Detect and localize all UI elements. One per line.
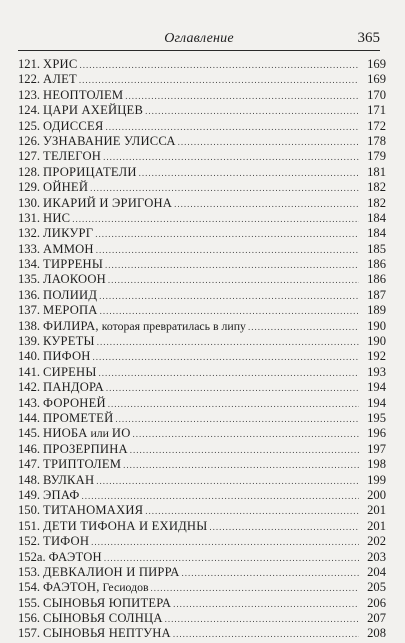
entry-number: 154. — [18, 580, 41, 595]
entry-title — [43, 165, 137, 180]
toc-entry — [18, 503, 361, 518]
entry-page-number: 195 — [367, 410, 386, 425]
entry-page-number: 201 — [367, 518, 386, 533]
entry-title-text: ОДИССЕЯ — [43, 118, 104, 133]
dot-leader — [178, 135, 359, 150]
entry-page-number: 204 — [367, 564, 386, 579]
entry-number: 141. — [18, 364, 41, 379]
entry-title-text: ДЕТИ ТИФОНА И ЕХИДНЫ — [43, 518, 208, 533]
dot-leader — [90, 181, 359, 196]
entry-title — [43, 272, 106, 287]
entry-page-number: 187 — [367, 287, 386, 302]
dot-leader — [95, 227, 359, 242]
entry-page-number: 185 — [367, 241, 386, 256]
dot-leader — [72, 212, 359, 227]
dot-leader — [123, 458, 359, 473]
entry-title — [43, 580, 149, 595]
entry-page-number: 190 — [367, 318, 386, 333]
toc-entry — [18, 196, 361, 211]
dot-leader — [99, 289, 359, 304]
entry-page-number: 199 — [367, 472, 386, 487]
toc-entry — [18, 442, 361, 457]
entry-page-number: 203 — [367, 549, 386, 564]
dot-leader — [91, 535, 359, 550]
entry-title-text: ПРОЗЕРПИНА — [43, 441, 128, 456]
entry-page-number: 181 — [367, 164, 386, 179]
entry-title-text: ЛИКУРГ — [43, 226, 94, 241]
entry-title — [43, 103, 143, 118]
entry-title-text: ХРИС — [43, 57, 78, 71]
entry-number: 133. — [18, 241, 41, 256]
toc-entry — [18, 149, 361, 164]
toc-entry — [18, 473, 361, 488]
entry-title — [43, 473, 94, 488]
dot-leader — [93, 350, 359, 365]
entry-title-text: ТИФОН — [43, 534, 90, 549]
toc-entry — [18, 119, 361, 134]
entry-title — [43, 226, 93, 241]
entry-number: 128. — [18, 164, 41, 179]
entry-page-number: 189 — [367, 303, 386, 318]
toc-entry — [18, 550, 361, 565]
entry-page-number: 170 — [367, 87, 386, 102]
toc-entry — [18, 519, 361, 534]
entry-page-number: 186 — [367, 272, 386, 287]
entry-title — [49, 550, 102, 565]
entry-title-text: ПРОМЕТЕЙ — [43, 410, 114, 425]
entry-number: 129. — [18, 180, 41, 195]
entry-page-number: 169 — [367, 57, 386, 71]
toc-entry — [18, 72, 361, 87]
toc-entry — [18, 334, 361, 349]
entry-number: 146. — [18, 441, 41, 456]
entry-title-text: НИОБА — [43, 426, 88, 441]
dot-leader — [125, 89, 359, 104]
entry-title-text: НИС — [43, 210, 71, 225]
toc-entry — [18, 57, 361, 72]
entry-number: 135. — [18, 272, 41, 287]
entry-subtitle-text: или — [87, 426, 112, 441]
entry-number: 138. — [18, 318, 41, 333]
entry-title — [43, 565, 179, 580]
dot-leader — [133, 427, 359, 442]
page-number-column — [356, 57, 386, 642]
entry-number: 142. — [18, 380, 41, 395]
entry-subtitle-text: Гесиодов — [99, 580, 149, 595]
entry-title-text: АММОН — [43, 241, 94, 256]
toc-entry — [18, 426, 361, 441]
entry-page-number: 196 — [367, 426, 386, 441]
entry-title-text: ПОЛИИД — [43, 287, 98, 302]
table-of-contents — [18, 57, 361, 642]
entry-page-number: 186 — [367, 257, 386, 272]
toc-entry — [18, 134, 361, 149]
toc-entry — [18, 303, 361, 318]
toc-entry — [18, 272, 361, 287]
entry-title — [43, 211, 70, 226]
toc-entry — [18, 257, 361, 272]
entry-number: 156. — [18, 611, 41, 626]
entry-page-number: 200 — [367, 487, 386, 502]
entry-subtitle-text: которая превратилась в липу — [98, 318, 246, 333]
entry-page-number: 178 — [367, 133, 386, 148]
entry-number: 136. — [18, 287, 41, 302]
entry-title-text: ФАЭТОН — [48, 549, 102, 564]
dot-leader — [103, 150, 359, 165]
dot-leader — [165, 612, 359, 627]
entry-number: 125. — [18, 118, 41, 133]
entry-number: 150. — [18, 503, 41, 518]
dot-leader — [104, 551, 359, 566]
toc-entry — [18, 596, 361, 611]
entry-number: 148. — [18, 472, 41, 487]
entry-title — [43, 257, 103, 272]
entry-number: 145. — [18, 426, 41, 441]
entry-number: 137. — [18, 303, 41, 318]
entry-number: 123. — [18, 87, 41, 102]
entry-title — [43, 242, 94, 257]
dot-leader — [99, 366, 359, 381]
entry-page-number: 172 — [367, 118, 386, 133]
entry-page-number: 190 — [367, 334, 386, 349]
toc-entry — [18, 165, 361, 180]
dot-leader — [82, 489, 359, 504]
entry-title-text: УЗНАВАНИЕ УЛИССА — [43, 133, 176, 148]
dot-leader — [173, 627, 359, 642]
toc-entry — [18, 534, 361, 549]
entry-title-text: ЛАОКООН — [43, 272, 106, 287]
entry-number: 140. — [18, 349, 41, 364]
dot-leader — [79, 73, 359, 88]
entry-page-number: 206 — [367, 595, 386, 610]
entry-title — [43, 519, 207, 534]
entry-number: 152. — [18, 534, 41, 549]
dot-leader — [79, 58, 359, 73]
entry-title-text: ТРИПТОЛЕМ — [43, 457, 122, 472]
entry-title-text: ЦАРИ АХЕЙЦЕВ — [43, 103, 144, 118]
entry-title — [43, 426, 130, 441]
entry-number: 139. — [18, 334, 41, 349]
dot-leader — [151, 581, 359, 596]
toc-entry — [18, 565, 361, 580]
toc-entry — [18, 103, 361, 118]
dot-leader — [108, 397, 359, 412]
entry-page-number: 193 — [367, 364, 386, 379]
entry-title — [43, 180, 88, 195]
entry-number: 149. — [18, 487, 41, 502]
toc-entry — [18, 396, 361, 411]
entry-number: 124. — [18, 103, 41, 118]
entry-number: 152a. — [18, 549, 46, 564]
entry-number: 147. — [18, 457, 41, 472]
entry-title — [43, 88, 123, 103]
entry-title-text: ФАЭТОН, — [43, 580, 100, 595]
entry-title — [43, 57, 77, 72]
entry-title — [43, 488, 79, 503]
dot-leader — [106, 381, 359, 396]
entry-number: 132. — [18, 226, 41, 241]
entry-title-text: ВУЛКАН — [43, 472, 95, 487]
dot-leader — [173, 597, 359, 612]
toc-entry — [18, 457, 361, 472]
entry-title-text: ТИРРЕНЫ — [43, 257, 104, 272]
entry-title-text: ПРОРИЦАТЕЛИ — [43, 164, 137, 179]
entry-title-text: АЛЕТ — [43, 72, 77, 87]
entry-page-number: 208 — [367, 626, 386, 641]
entry-title — [43, 149, 101, 164]
entry-title-text: НЕОПТОЛЕМ — [43, 87, 124, 102]
entry-title-text-2: ИО — [111, 426, 131, 441]
entry-page-number: 202 — [367, 534, 386, 549]
entry-title — [43, 303, 98, 318]
entry-title — [43, 134, 176, 149]
entry-title-text: ЭПАФ — [43, 487, 80, 502]
toc-entry — [18, 611, 361, 626]
entry-title — [43, 380, 104, 395]
entry-title — [43, 334, 95, 349]
entry-title-text: ДЕВКАЛИОН И ПИРРА — [43, 564, 180, 579]
entry-number: 143. — [18, 395, 41, 410]
toc-entry — [18, 580, 361, 595]
entry-title — [43, 319, 246, 334]
entry-page-number: 169 — [367, 72, 386, 87]
toc-entry — [18, 349, 361, 364]
dot-leader — [145, 504, 359, 519]
toc-entry — [18, 180, 361, 195]
entry-number: 126. — [18, 133, 41, 148]
dot-leader — [145, 104, 359, 119]
entry-title — [43, 196, 172, 211]
dot-leader — [105, 258, 359, 273]
dot-leader — [182, 566, 359, 581]
toc-entry — [18, 211, 361, 226]
toc-entry — [18, 288, 361, 303]
entry-number: 134. — [18, 257, 41, 272]
dot-leader — [96, 474, 359, 489]
entry-page-number: 197 — [367, 441, 386, 456]
entry-page-number: 194 — [367, 380, 386, 395]
dot-leader — [209, 520, 359, 535]
toc-entry — [18, 88, 361, 103]
entry-number: 121. — [18, 57, 41, 71]
dot-leader — [106, 120, 360, 135]
dot-leader — [96, 243, 359, 258]
entry-number: 153. — [18, 564, 41, 579]
page-header — [18, 30, 380, 51]
entry-number: 144. — [18, 410, 41, 425]
entry-title — [43, 442, 128, 457]
entry-title-text: МЕРОПА — [43, 303, 98, 318]
entry-title — [43, 611, 163, 626]
dot-leader — [97, 335, 359, 350]
toc-entry — [18, 488, 361, 503]
entry-page-number: 201 — [367, 503, 386, 518]
entry-title — [43, 596, 171, 611]
entry-page-number: 205 — [367, 580, 386, 595]
entry-title-text: ФИЛИРА, — [43, 318, 99, 333]
entry-title — [43, 365, 96, 380]
section-title: Оглавление — [164, 31, 234, 46]
entry-title-text: ПАНДОРА — [43, 380, 104, 395]
toc-entry — [18, 242, 361, 257]
entry-title-text: ИКАРИЙ И ЭРИГОНА — [43, 195, 173, 210]
entry-title — [43, 396, 106, 411]
entry-page-number: 182 — [367, 195, 386, 210]
entry-title-text: КУРЕТЫ — [43, 334, 95, 349]
entry-title — [43, 72, 77, 87]
entry-title — [43, 411, 113, 426]
toc-entry — [18, 380, 361, 395]
entry-title-text: СЫНОВЬЯ ЮПИТЕРА — [43, 595, 172, 610]
entry-title-text: СЫНОВЬЯ СОЛНЦА — [43, 611, 163, 626]
dot-leader — [139, 166, 359, 181]
entry-title-text: ОЙНЕЙ — [43, 180, 89, 195]
entry-title-text: ПИФОН — [43, 349, 91, 364]
entry-page-number: 198 — [367, 457, 386, 472]
toc-entry — [18, 365, 361, 380]
entry-title — [43, 288, 97, 303]
entry-title-text: ТИТАНОМАХИЯ — [43, 503, 144, 518]
entry-number: 122. — [18, 72, 41, 87]
entry-number: 155. — [18, 595, 41, 610]
entry-number: 151. — [18, 518, 41, 533]
entry-title-text: ФОРОНЕЙ — [43, 395, 106, 410]
entry-page-number: 182 — [367, 180, 386, 195]
entry-page-number: 192 — [367, 349, 386, 364]
entry-number: 157. — [18, 626, 41, 641]
entry-title — [43, 457, 121, 472]
entry-number: 130. — [18, 195, 41, 210]
entry-title — [43, 534, 89, 549]
entry-page-number: 207 — [367, 611, 386, 626]
entry-title-text: СЫНОВЬЯ НЕПТУНА — [43, 626, 171, 641]
entry-page-number: 179 — [367, 149, 386, 164]
entry-page-number: 184 — [367, 226, 386, 241]
dot-leader — [100, 304, 359, 319]
entry-title-text: СИРЕНЫ — [43, 364, 97, 379]
dot-leader — [108, 273, 359, 288]
toc-entry — [18, 226, 361, 241]
entry-page-number: 184 — [367, 210, 386, 225]
entry-title — [43, 119, 103, 134]
entry-number: 127. — [18, 149, 41, 164]
page-number: 365 — [357, 30, 380, 46]
toc-entry — [18, 319, 361, 334]
entry-title — [43, 349, 90, 364]
toc-entry — [18, 411, 361, 426]
entry-number: 131. — [18, 210, 41, 225]
entry-title-text: ТЕЛЕГОН — [43, 149, 102, 164]
dot-leader — [174, 197, 359, 212]
entry-page-number: 171 — [367, 103, 386, 118]
dot-leader — [115, 412, 359, 427]
entry-title — [43, 503, 143, 518]
dot-leader — [130, 443, 359, 458]
entry-page-number: 194 — [367, 395, 386, 410]
dot-leader — [248, 320, 359, 335]
